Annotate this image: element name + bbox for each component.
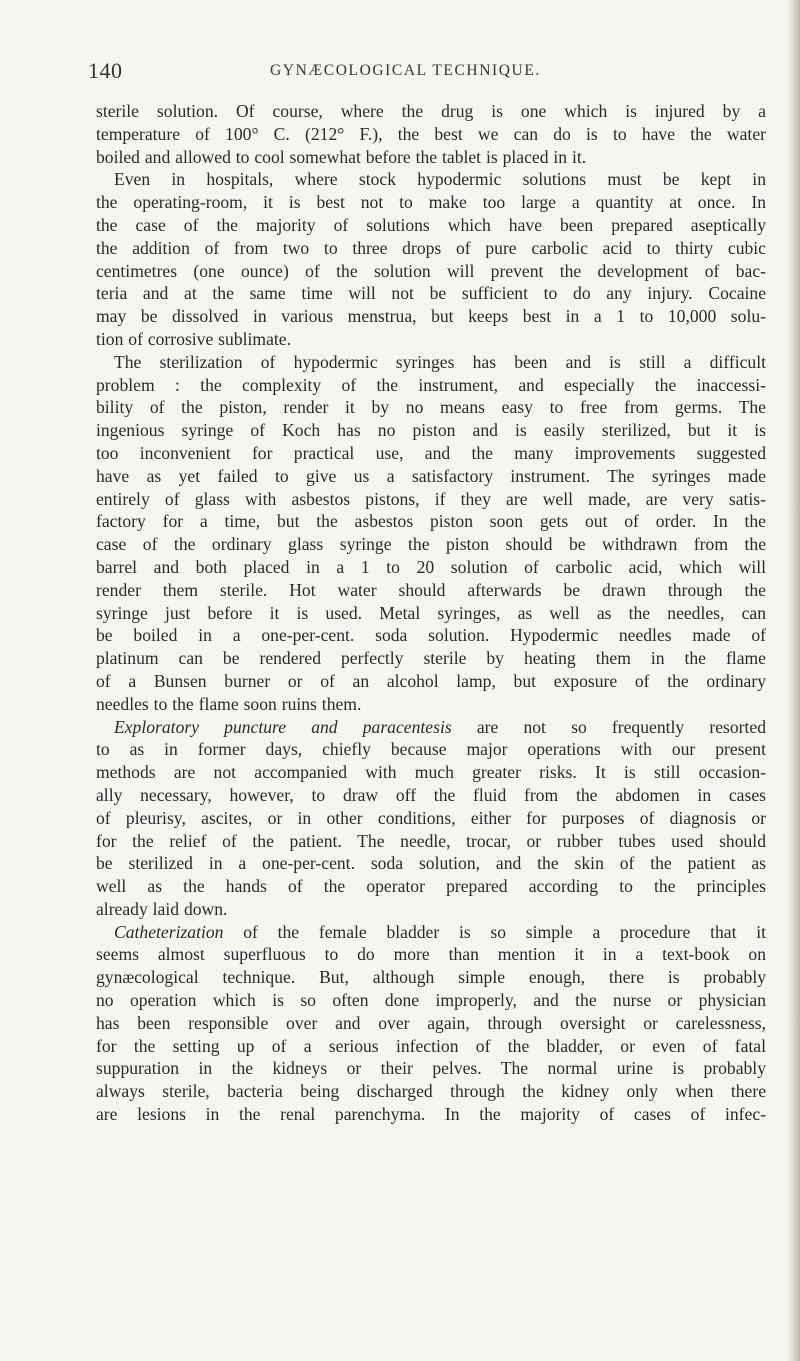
running-title: GYNÆCOLOGICAL TECHNIQUE.: [270, 62, 541, 79]
text-line: has been responsible over and over again, through oversight or carelessness,: [96, 1012, 766, 1033]
page-edge-shadow: [786, 0, 800, 1361]
text-line: for the relief of the patient. The needle, trocar, or rubber tubes used should: [96, 830, 766, 851]
text-line: be sterilized in a one-per-cent. soda solution, and the skin of the patient as: [96, 853, 766, 874]
text-line: syringe just before it is used. Metal syringes, as well as the needles, can: [96, 602, 766, 623]
text-line: needles to the flame soon ruins them.: [96, 693, 362, 714]
text-line: problem : the complexity of the instrument, and especially the inaccessi-: [96, 374, 766, 395]
text-line: seems almost superfluous to do more than mention it in a text-book on: [96, 944, 766, 965]
page-number: 140: [88, 58, 123, 83]
text-line: ally necessary, however, to draw off the fluid from the abdomen in cases: [96, 784, 766, 805]
text-line: methods are not accompanied with much greater risks. It is still occasion-: [96, 762, 766, 783]
italic-term: Exploratory puncture and paracentesis: [114, 716, 452, 737]
text-line: barrel and both placed in a 1 to 20 solution of carbolic acid, which will: [96, 556, 766, 577]
text-line: The sterilization of hypodermic syringes has been and is still a difficult: [114, 351, 766, 372]
text-line: teria and at the same time will not be sufficient to do any injury. Cocaine: [96, 283, 766, 304]
text-line: factory for a time, but the asbestos piston soon gets out of order. In the: [96, 511, 766, 532]
italic-term: Catheterization: [114, 921, 224, 942]
text-line: the case of the majority of solutions which have been prepared aseptically: [96, 214, 766, 235]
text-line: suppuration in the kidneys or their pelves. The normal urine is probably: [96, 1058, 766, 1079]
text-line: [96, 921, 766, 944]
text-line: too inconvenient for practical use, and the many improvements suggested: [96, 442, 766, 463]
text-line: be boiled in a one-per-cent. soda solution. Hypodermic needles made of: [96, 625, 766, 646]
text-line: tion of corrosive sublimate.: [96, 328, 291, 349]
text-line: entirely of glass with asbestos pistons, if they are well made, are very satis-: [96, 488, 766, 509]
text-line: platinum can be rendered perfectly sterile by heating them in the flame: [96, 648, 766, 669]
text-line: Even in hospitals, where stock hypodermic solutions must be kept in: [114, 169, 766, 190]
text-line: are lesions in the renal parenchyma. In the majority of cases of infec-: [96, 1104, 766, 1125]
text-line: the addition of from two to three drops of pure carbolic acid to thirty cubic: [96, 237, 766, 258]
text-line: centimetres (one ounce) of the solution will prevent the development of bac-: [96, 260, 766, 281]
text-line: ingenious syringe of Koch has no piston and is easily sterilized, but it is: [96, 420, 766, 441]
text-line: gynæcological technique. But, although simple enough, there is probably: [96, 967, 766, 988]
text-line: the operating-room, it is best not to make too large a quantity at once. In: [96, 192, 766, 213]
text-line: already laid down.: [96, 898, 228, 919]
text-line: sterile solution. Of course, where the drug is one which is injured by a: [96, 101, 766, 121]
text-line: temperature of 100° C. (212° F.), the best we can do is to have the water: [96, 123, 766, 144]
text-line-rest: are not so frequently resorted: [451, 716, 766, 737]
text-line: of a Bunsen burner or of an alcohol lamp, but exposure of the ordinary: [96, 670, 766, 691]
text-line: bility of the piston, render it by no means easy to free from germs. The: [96, 397, 766, 418]
text-line: case of the ordinary glass syringe the piston should be withdrawn from the: [96, 534, 766, 555]
text-line: for the setting up of a serious infection of the bladder, or even of fatal: [96, 1035, 766, 1056]
text-line: boiled and allowed to cool somewhat before the tablet is placed in it.: [96, 146, 587, 167]
text-line: have as yet failed to give us a satisfactory instrument. The syringes made: [96, 465, 766, 486]
text-line: no operation which is so often done improperly, and the nurse or physician: [96, 990, 766, 1011]
text-line: render them sterile. Hot water should afterwards be drawn through the: [96, 579, 766, 600]
text-line: of pleurisy, ascites, or in other conditions, either for purposes of diagnosis or: [96, 807, 766, 828]
text-line: [96, 716, 766, 739]
text-line: well as the hands of the operator prepared according to the principles: [96, 876, 766, 897]
text-line-rest: of the female bladder is so simple a procedure that it: [223, 921, 766, 942]
text-line: to as in former days, chiefly because major operations with our present: [96, 739, 766, 760]
text-line: always sterile, bacteria being discharged through the kidney only when there: [96, 1081, 766, 1102]
running-head: [88, 58, 768, 88]
text-line: may be dissolved in various menstrua, but keeps best in a 1 to 10,000 solu-: [96, 306, 766, 327]
body-text: [96, 100, 766, 1126]
